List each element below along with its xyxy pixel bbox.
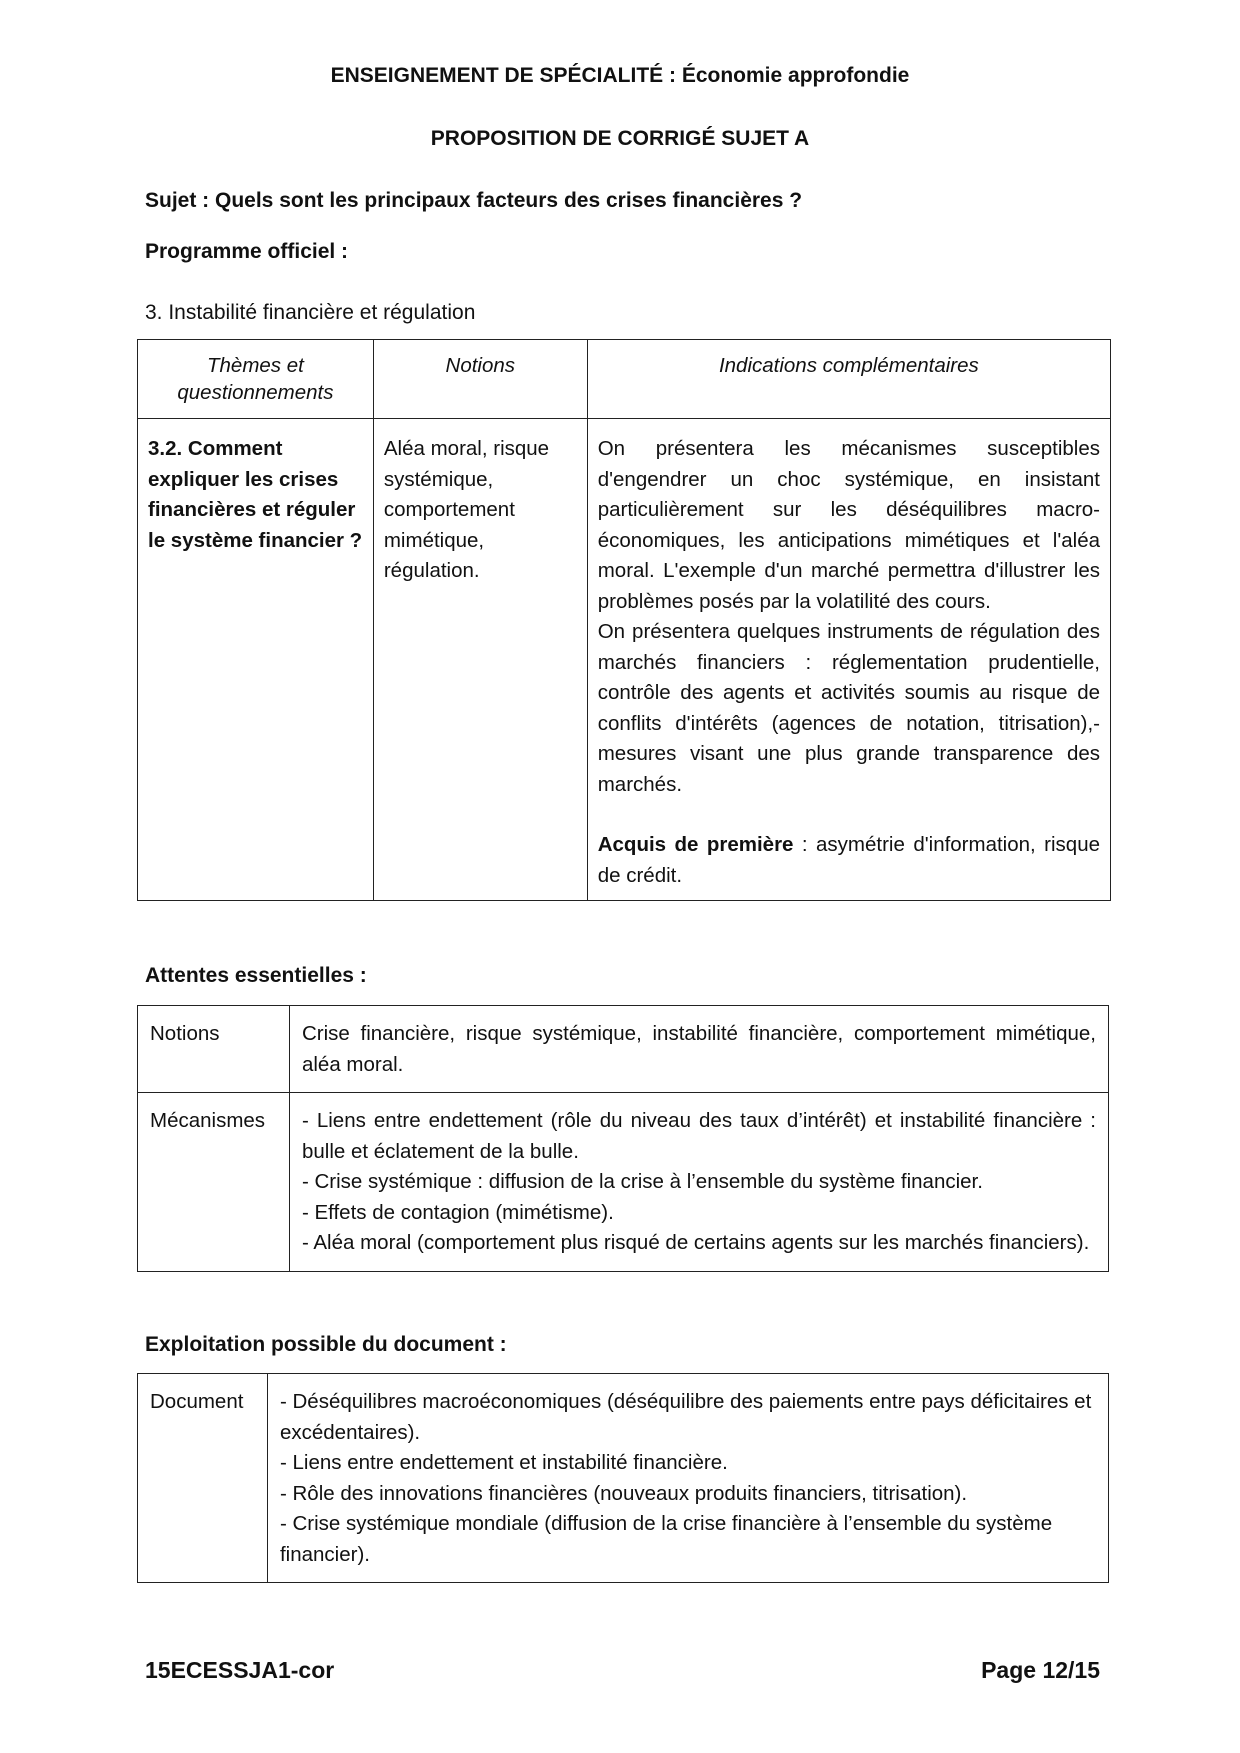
- programme-table-row: [138, 419, 1111, 901]
- footer-page-number: Page 12/15: [981, 1657, 1100, 1683]
- exploitation-item: - Rôle des innovations financières (nouveaux produits financiers, titrisation).: [279, 1481, 968, 1505]
- attentes-table: [137, 1005, 1109, 1272]
- mecanisme-item: - Aléa moral (comportement plus risqué de certains agents sur les marchés financiers).: [301, 1231, 1090, 1254]
- attentes-row-notions: [138, 1006, 1109, 1093]
- indications-cell: [587, 419, 1110, 901]
- exploitation-list: [267, 1374, 1108, 1583]
- header-indications: Indications complémentaires: [587, 340, 1110, 419]
- attentes-row-mecanismes: [138, 1093, 1109, 1272]
- header-specialite: ENSEIGNEMENT DE SPÉCIALITÉ : Économie approfondie: [330, 64, 910, 87]
- exploitation-title: Exploitation possible du document :: [145, 1333, 507, 1356]
- attentes-title: Attentes essentielles :: [145, 964, 367, 987]
- exploitation-table: [137, 1373, 1109, 1583]
- theme-cell: 3.2. Comment expliquer les crises financières et réguler le système financier ?: [138, 419, 374, 901]
- indications-paragraph-1: On présentera les mécanismes susceptibles d'engendrer un choc systémique, en insistant particulièrement sur les déséquilibres macro-économiques, les anticipations mimétiques et l'aléa moral. L'exemple d'un marché permettra d'illustrer les problèmes posés par la volatilité des cours.: [597, 437, 1100, 613]
- attentes-mecanismes-list: [289, 1093, 1108, 1272]
- attentes-notions-label: Notions: [138, 1006, 290, 1093]
- sujet-line: Sujet : Quels sont les principaux facteurs des crises financières ?: [145, 189, 803, 212]
- mecanisme-item: - Effets de contagion (mimétisme).: [301, 1200, 614, 1224]
- header-corrige: PROPOSITION DE CORRIGÉ SUJET A: [430, 127, 810, 150]
- header-themes: Thèmes et questionnements: [138, 340, 374, 419]
- mecanisme-item: - Liens entre endettement (rôle du niveau des taux d’intérêt) et instabilité financière : bulle et éclatement de la bulle.: [301, 1109, 1096, 1163]
- programme-table: [137, 339, 1111, 901]
- acquis-label: Acquis de première: [597, 833, 794, 856]
- acquis-paragraph: [598, 830, 1100, 891]
- exploitation-document-label: Document: [138, 1374, 268, 1583]
- section-title: 3. Instabilité financière et régulation: [145, 301, 476, 324]
- footer-code: 15ECESSJA1-cor: [145, 1657, 335, 1683]
- spacer: [598, 800, 1100, 830]
- exploitation-item: - Liens entre endettement et instabilité financière.: [279, 1451, 728, 1474]
- notions-cell: Aléa moral, risque systémique, comportement mimétique, régulation.: [373, 419, 587, 901]
- programme-label: Programme officiel :: [145, 240, 349, 263]
- attentes-notions-text: Crise financière, risque systémique, instabilité financière, comportement mimétique, aléa moral.: [289, 1006, 1108, 1093]
- indications-paragraph-2: On présentera quelques instruments de régulation des marchés financiers : réglementation prudentielle, contrôle des agents et activités soumis au risque de conflits d'intérêts (agences de notation, titrisation),-mesures visant une plus grande transparence des marchés.: [597, 620, 1100, 796]
- programme-table-header-row: [138, 340, 1111, 419]
- header-notions: Notions: [373, 340, 587, 419]
- exploitation-row: [138, 1374, 1109, 1583]
- exploitation-item: - Crise systémique mondiale (diffusion de la crise financière à l’ensemble du système financier).: [279, 1512, 1053, 1566]
- attentes-mecanismes-label: Mécanismes: [138, 1093, 290, 1272]
- mecanisme-item: - Crise systémique : diffusion de la crise à l’ensemble du système financier.: [301, 1170, 983, 1193]
- acquis-text: : asymétrie d'information, risque de crédit.: [597, 833, 1101, 887]
- exploitation-item: - Déséquilibres macroéconomiques (déséquilibre des paiements entre pays déficitaires et excédentaires).: [279, 1390, 1092, 1444]
